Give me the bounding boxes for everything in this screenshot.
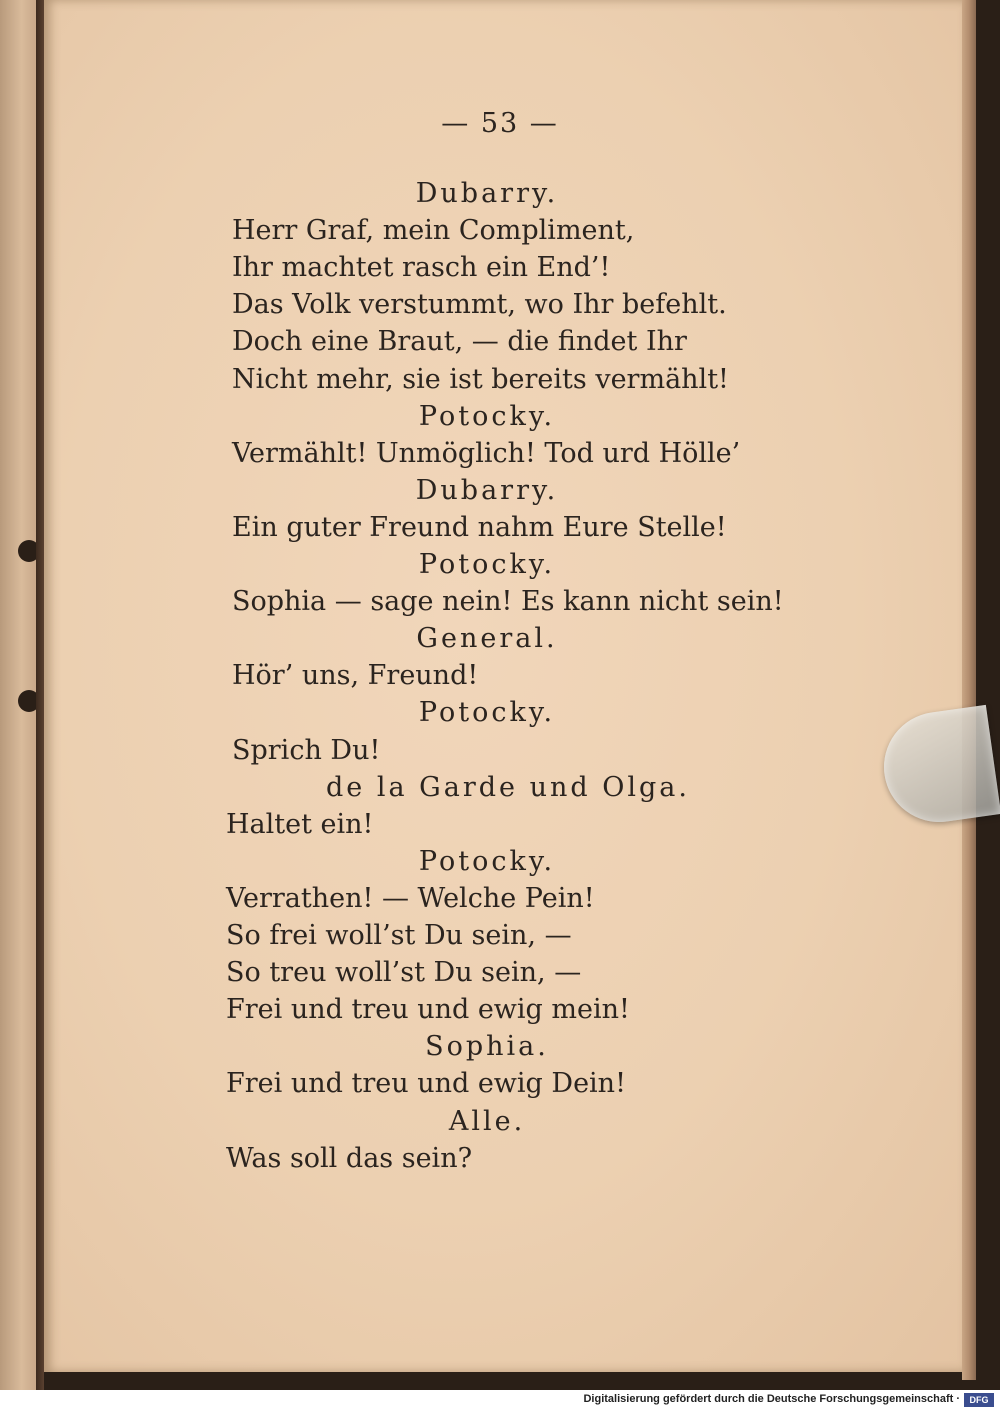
speaker-name: Sophia. bbox=[425, 1031, 549, 1063]
verse-line: Nicht mehr, sie ist bereits vermählt! bbox=[232, 363, 729, 395]
speaker-name: de la Garde und Olga. bbox=[326, 771, 690, 803]
verse-line: Haltet ein! bbox=[226, 808, 374, 840]
verse-line: Frei und treu und ewig Dein! bbox=[226, 1068, 626, 1100]
verse-line: Verrathen! — Welche Pein! bbox=[226, 882, 595, 914]
verse-line: Herr Graf, mein Compliment, bbox=[232, 215, 635, 247]
verse-line: Hör’ uns, Freund! bbox=[232, 660, 479, 692]
funding-credit: Digitalisierung gefördert durch die Deutsche Forschungsgemeinschaft · bbox=[583, 1393, 960, 1405]
verse-line: Was soll das sein? bbox=[226, 1142, 473, 1174]
verse-line: Sophia — sage nein! Es kann nicht sein! bbox=[232, 586, 784, 618]
verse-line: So treu woll’st Du sein, — bbox=[226, 957, 582, 989]
verse-line: Frei und treu und ewig mein! bbox=[226, 994, 630, 1026]
speaker-name: Dubarry. bbox=[415, 178, 559, 209]
verse-line: Das Volk verstummt, wo Ihr befehlt. bbox=[232, 289, 727, 321]
speaker-name: Dubarry. bbox=[415, 474, 559, 506]
verse-line: Doch eine Braut, — die findet Ihr bbox=[232, 326, 687, 358]
verse-line: Vermählt! Unmöglich! Tod urd Hölle’ bbox=[232, 437, 741, 469]
verse-line: Ihr machtet rasch ein End’! bbox=[232, 252, 611, 284]
verse-line: Ein guter Freund nahm Eure Stelle! bbox=[232, 511, 727, 543]
dfg-logo: DFG bbox=[964, 1393, 994, 1407]
speaker-name: Alle. bbox=[448, 1105, 526, 1137]
speaker-name: Potocky. bbox=[418, 549, 556, 580]
verse-line: So frei woll’st Du sein, — bbox=[226, 920, 572, 951]
speaker-name: General. bbox=[416, 623, 558, 655]
speaker-name: Potocky. bbox=[418, 400, 556, 432]
verse-line: Sprich Du! bbox=[232, 734, 381, 766]
speaker-name: Potocky. bbox=[418, 845, 556, 877]
page-number: — 53 — bbox=[441, 108, 559, 139]
speaker-name: Potocky. bbox=[418, 697, 556, 729]
footer-bar bbox=[0, 1390, 1000, 1412]
